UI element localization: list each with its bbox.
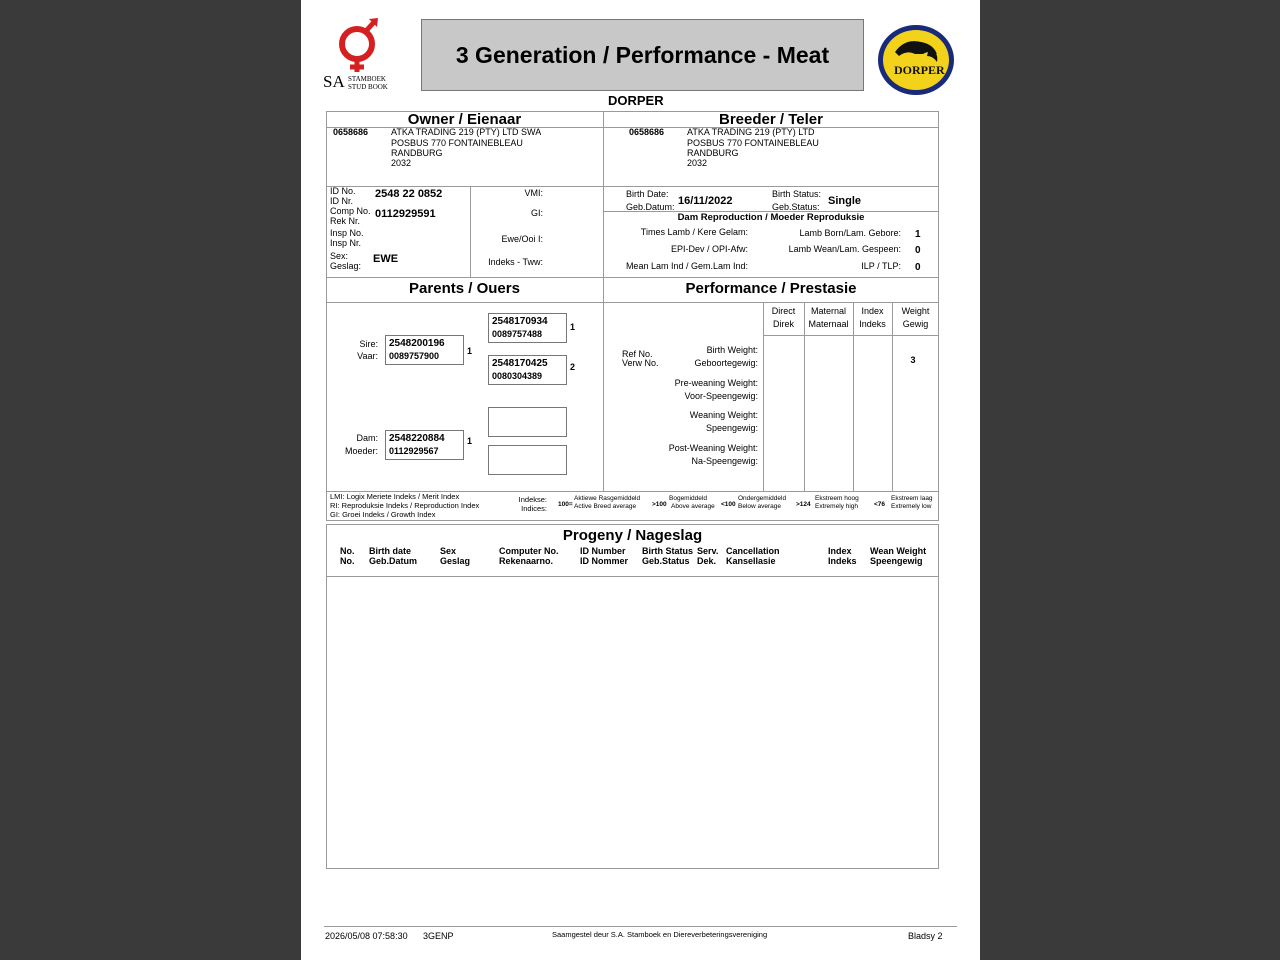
dam-dam-box-empty — [488, 445, 567, 475]
indeks-label: Indeks - Tww: — [488, 257, 543, 267]
perf-row-prewean-2: Voor-Speengewig: — [684, 391, 758, 401]
dam-repro-heading: Dam Reproduction / Moeder Reproduksie — [677, 212, 865, 223]
perf-col-direct-2: Direk — [772, 319, 794, 329]
prog-col-wean-2: Speengewig — [870, 556, 923, 566]
logo-line-2: STUD BOOK — [348, 83, 388, 91]
sire-dam-box — [488, 355, 567, 385]
legend-key-4b: Extremely high — [815, 503, 858, 510]
prog-col-index-2: Indeks — [828, 556, 857, 566]
perf-row-postwean-2: Na-Speengewig: — [691, 456, 758, 466]
legend-indekse-2: Indices: — [521, 504, 547, 513]
dam-count: 1 — [467, 436, 473, 446]
gender-symbol-icon — [321, 18, 399, 74]
sire-box — [385, 335, 464, 365]
prog-col-cancel-1: Cancellation — [726, 546, 780, 556]
prog-col-wean-1: Wean Weight — [870, 546, 927, 556]
sire-comp: 0089757900 — [389, 351, 440, 361]
prog-col-index-1: Index — [828, 546, 852, 556]
perf-row-prewean-1: Pre-weaning Weight: — [674, 378, 758, 388]
sex-value: EWE — [373, 253, 399, 265]
sire-id: 2548200196 — [389, 338, 445, 349]
prog-col-birth-2: Geb.Datum — [369, 556, 418, 566]
legend-key-1a: Aktiewe Rasgemiddeld — [574, 495, 641, 502]
document-page — [301, 0, 980, 960]
breeder-number: 0658686 — [629, 127, 665, 137]
perf-col-direct-1: Direct — [771, 306, 796, 316]
owner-line-1: ATKA TRADING 219 (PTY) LTD SWA — [391, 127, 542, 137]
birth-date-label-1: Birth Date: — [626, 189, 669, 199]
dorper-badge-icon — [877, 24, 955, 96]
legend-lmi: LMI: Logix Meriete Indeks / Merit Index — [330, 492, 460, 501]
sire-sire-count: 1 — [570, 322, 576, 332]
footer-page: Bladsy 2 — [908, 931, 943, 941]
legend-gi: GI: Groei Indeks / Growth Index — [330, 510, 436, 519]
perf-col-index-2: Indeks — [859, 319, 886, 329]
ewe-label: Ewe/Ooi I: — [501, 234, 543, 244]
prog-col-serv-1: Serv. — [697, 546, 719, 556]
comp-value: 0112929591 — [375, 208, 436, 220]
id-value: 2548 22 0852 — [375, 188, 443, 200]
legend-key-5b: Extremely low — [891, 503, 932, 510]
page-title: 3 Generation / Performance - Meat — [421, 19, 864, 91]
ilp-value: 0 — [915, 262, 921, 273]
prog-col-no-2: No. — [340, 556, 355, 566]
breeder-line-3: RANDBURG — [687, 148, 739, 158]
ilp-label: ILP / TLP: — [861, 261, 901, 271]
legend-key-1b: Active Breed average — [574, 503, 637, 510]
perf-col-maternal-1: Maternal — [810, 306, 846, 316]
prog-col-sex-2: Geslag — [440, 556, 471, 566]
times-lamb-label: Times Lamb / Kere Gelam: — [640, 227, 748, 237]
insp-label-1: Insp No. — [330, 228, 364, 238]
perf-row-wean-1: Weaning Weight: — [689, 410, 758, 420]
performance-heading: Performance / Prestasie — [685, 280, 857, 297]
sa-studbook-logo — [321, 18, 399, 94]
owner-heading: Owner / Eienaar — [407, 111, 522, 128]
footer-code: 3GENP — [423, 931, 454, 941]
sire-sire-id: 2548170934 — [492, 316, 548, 327]
vmi-label: VMI: — [524, 188, 543, 198]
prog-col-birth-1: Birth date — [369, 546, 412, 556]
owner-number: 0658686 — [333, 127, 369, 137]
legend-ri: RI: Reproduksie Indeks / Reproduction Index — [330, 501, 480, 510]
prog-col-cancel-2: Kansellasie — [726, 556, 776, 566]
comp-label-1: Comp No. — [330, 206, 371, 216]
breeder-line-4: 2032 — [687, 158, 708, 168]
sire-sire-box — [488, 313, 567, 343]
prog-col-serv-2: Dek. — [697, 556, 717, 566]
breeder-line-2: POSBUS 770 FONTAINEBLEAU — [687, 138, 819, 148]
dam-id: 2548220884 — [389, 433, 445, 444]
perf-col-weight-2: Gewig — [902, 319, 929, 329]
birth-date-value: 16/11/2022 — [678, 195, 733, 207]
sire-count: 1 — [467, 346, 473, 356]
birth-date-label-2: Geb.Datum: — [626, 202, 675, 212]
dam-label-2: Moeder: — [344, 446, 378, 456]
perf-row-wean-2: Speengewig: — [705, 423, 758, 433]
epi-label: EPI-Dev / OPI-Afw: — [670, 244, 748, 254]
legend-key-2a: Bogemiddeld — [669, 495, 707, 502]
sire-label-2: Vaar: — [357, 351, 378, 361]
birth-status-value: Single — [828, 195, 862, 207]
birth-status-label-1: Birth Status: — [772, 189, 822, 199]
gi-label: GI: — [530, 208, 543, 218]
id-label-2: ID Nr. — [330, 196, 354, 206]
birth-weight-value: 3 — [910, 355, 916, 365]
logo-line-1: STAMBOEK — [348, 75, 386, 83]
dam-label-1: Dam: — [356, 433, 378, 443]
sire-dam-id: 2548170425 — [492, 358, 548, 369]
birth-status-label-2: Geb.Status: — [772, 202, 820, 212]
logo-sa-text: SA — [323, 72, 345, 91]
sire-label-1: Sire: — [359, 339, 378, 349]
sire-dam-comp: 0080304389 — [492, 371, 543, 381]
prog-col-id-1: ID Number — [580, 546, 626, 556]
legend-key-2: >100 — [652, 501, 667, 508]
prog-col-status-1: Birth Status — [642, 546, 694, 556]
legend-key-3b: Below average — [738, 503, 781, 510]
sex-label-1: Sex: — [330, 251, 349, 261]
ref-label-1: Ref No. — [622, 349, 653, 359]
perf-col-maternal-2: Maternaal — [808, 319, 849, 329]
legend-key-4: >124 — [796, 501, 811, 508]
ref-label-2: Verw No. — [622, 358, 659, 368]
progeny-heading: Progeny / Nageslag — [562, 527, 703, 544]
dam-sire-box-empty — [488, 407, 567, 437]
dorper-logo — [877, 24, 955, 96]
breeder-line-1: ATKA TRADING 219 (PTY) LTD — [687, 127, 815, 137]
lamb-wean-label: Lamb Wean/Lam. Gespeen: — [788, 244, 901, 254]
legend-key-3: <100 — [721, 501, 736, 508]
prog-col-status-2: Geb.Status — [642, 556, 690, 566]
dorper-logo-text: DORPER — [894, 63, 945, 77]
owner-line-4: 2032 — [391, 158, 412, 168]
legend-key-4a: Ekstreem hoog — [815, 495, 859, 502]
footer-timestamp: 2026/05/08 07:58:30 — [325, 931, 408, 941]
prog-col-comp-1: Computer No. — [499, 546, 559, 556]
dam-comp: 0112929567 — [389, 446, 439, 456]
lamb-born-label: Lamb Born/Lam. Gebore: — [799, 228, 901, 238]
owner-line-3: RANDBURG — [391, 148, 443, 158]
legend-key-5a: Ekstreem laag — [891, 495, 933, 502]
prog-col-id-2: ID Nommer — [580, 556, 629, 566]
comp-label-2: Rek Nr. — [330, 216, 361, 226]
legend-indekse-1: Indekse: — [518, 495, 547, 504]
breed-name: DORPER — [608, 93, 664, 108]
parents-heading: Parents / Ouers — [409, 280, 520, 297]
legend-key-5: <76 — [874, 501, 886, 508]
perf-row-birth-2: Geboortegewig: — [694, 358, 758, 368]
perf-col-index-1: Index — [861, 306, 884, 316]
sire-dam-count: 2 — [570, 362, 576, 372]
lamb-born-value: 1 — [915, 229, 921, 240]
id-label-1: ID No. — [330, 186, 356, 196]
footer-compiled: Saamgestel deur S.A. Stamboek en Diereverbeteringsvereniging — [552, 930, 768, 939]
perf-row-postwean-1: Post-Weaning Weight: — [668, 443, 758, 453]
owner-line-2: POSBUS 770 FONTAINEBLEAU — [391, 138, 523, 148]
perf-row-birth-1: Birth Weight: — [706, 345, 758, 355]
lamb-wean-value: 0 — [915, 245, 921, 256]
legend-key-2b: Above average — [671, 503, 715, 510]
legend-key-3a: Ondergemiddeld — [738, 495, 787, 502]
insp-label-2: Insp Nr. — [330, 238, 362, 248]
sex-label-2: Geslag: — [330, 261, 362, 271]
prog-col-sex-1: Sex — [440, 546, 457, 556]
prog-col-comp-2: Rekenaarno. — [499, 556, 554, 566]
mean-lam-label: Mean Lam Ind / Gem.Lam Ind: — [625, 261, 748, 271]
breeder-heading: Breeder / Teler — [719, 111, 823, 128]
prog-col-no-1: No. — [340, 546, 355, 556]
legend-key-1: 100= — [558, 501, 573, 508]
sire-sire-comp: 0089757488 — [492, 329, 543, 339]
perf-col-weight-1: Weight — [901, 306, 930, 316]
dam-box — [385, 430, 464, 460]
